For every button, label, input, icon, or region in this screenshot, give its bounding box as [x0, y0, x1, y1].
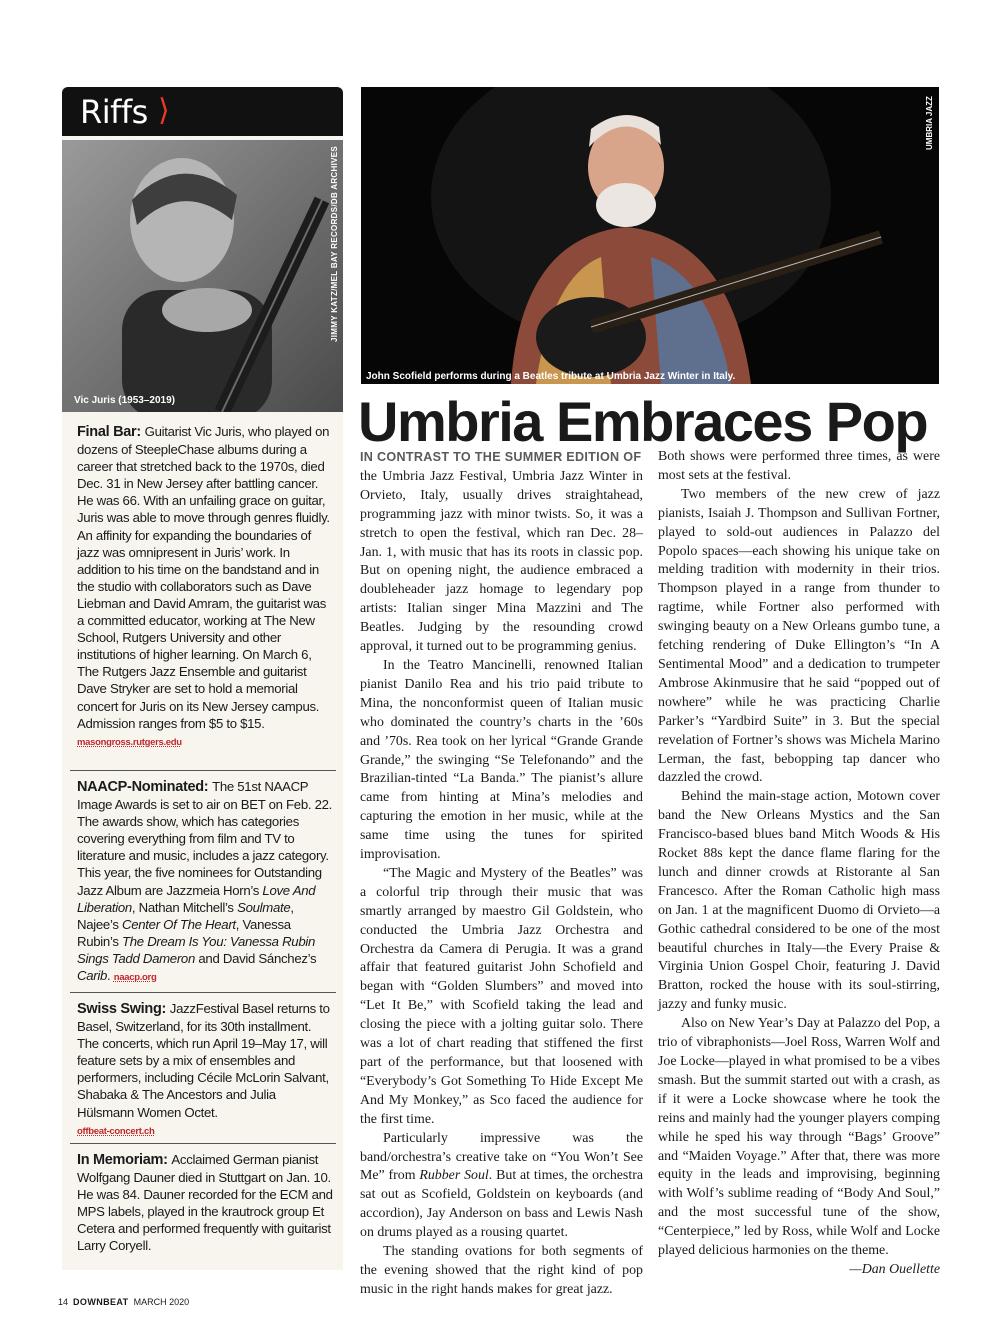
article-column-1: [360, 448, 643, 1300]
section-header: [62, 87, 343, 136]
item-label: In Memoriam:: [77, 1152, 172, 1168]
text-run: JazzFestival Basel returns to Basel, Switzerland, for its 30th installment. The concerts, which run April 19–May 17, will feature sets by a mix of ensembles and performers, including Cécile McLorin Salvant, Shabaka & The Ancestors and Julia Hülsmann Women Octet.: [77, 1001, 330, 1120]
text-run: Behind the main-stage action, Motown cover band the New Orleans Mystics and the San Francisco-based blues band Mitch Woods & His Rocket 88s kept the dance flame flaring for the lunch and dinner crowds at Ristorante al San Francesco. After the Roman Catholic high mass on Jan. 1 at the magnificent Duomo di Orvieto—a Gothic cathedral considered to be one of the most beautiful churches in Italy—the Every Praise & Virginia Union Gospel Choir, featuring J. David Bratton, rocked the house with its soul-stirring, jazzy and funky music.: [658, 789, 940, 1013]
title-italic: Rubber Soul: [419, 1168, 489, 1184]
article-lead: IN CONTRAST TO THE SUMMER EDITION OF: [360, 450, 642, 464]
text-run: “The Magic and Mystery of the Beatles” was a colorful trip through their music that was smartly arranged by maestro Gil Goldstein, who conducted the Umbria Jazz Orchestra and Orchestra da Camera di Perugia. It was a grand affair that featured guitarist John Schofield and began with “Golden Slumbers” and moved into “Let It Be,” with Scofield taking the lead and closing the piece with a jolting guitar solo. There was a lot of chart reading that stiffened the first part of the performance, but that loosened with “Everybody’s Got Something To Hide Except Me And My Monkey,” as Sco faced the audience for the first time.: [360, 865, 643, 1127]
text-run: The standing ovations for both segments of the evening showed that the right kind of pop music in the right hands makes for great jazz.: [360, 1244, 643, 1297]
text-run: In the Teatro Mancinelli, renowned Italian pianist Danilo Rea and his trio paid tribute to Mina, the nonconformist queen of Italian music who dominated the country’s charts in the ’60s and ’70s. Rea took on her lyrical “Grande Grande Grande,” the swinging “Se Telefonando” and the Brazilian-tinted “La Banda.” The pianist’s allure came from hinting at Mina’s melodies and capturing the emotion in her music, while at the same time using the tunes for spirited improvisation.: [360, 657, 643, 863]
chevron-right-icon: ⟩: [158, 93, 170, 128]
divider: [70, 770, 336, 771]
article-paragraph: [658, 788, 940, 1015]
text-run: , Vanessa Rubin’s: [77, 916, 291, 949]
article-paragraph: [360, 865, 643, 1130]
john-scofield-photo: [361, 87, 939, 384]
sidebar-item-naacp: [77, 778, 335, 986]
divider: [70, 992, 336, 993]
page-number: 14: [58, 1297, 69, 1307]
title-italic: Center Of The Heart: [122, 916, 236, 932]
article-headline: Umbria Embraces Pop: [358, 390, 928, 453]
article-paragraph: [360, 1243, 643, 1300]
title-italic: Love And Liberation: [77, 882, 316, 915]
item-link[interactable]: naacp.org: [113, 972, 157, 984]
text-run: , Najee’s: [77, 899, 294, 932]
divider: [70, 1143, 336, 1144]
text-run: Two members of the new crew of jazz pianists, Isaiah J. Thompson and Sullivan Fortner, played to sold-out audiences in Palazzo del Popolo spaces—each showing his unique take on melding tradition with modernity in their trios. Thompson played in a range from thunder to ragtime, while Fortner also performed with swinging beauty on a New Orleans gumbo tune, a fetching rendering of Duke Ellington’s “In A Sentimental Mood” and a dedication to trumpeter Ambrose Akinmusire that he said “popped out of nowhere” while he was practicing Charlie Parker’s “Yardbird Suite” in 3. But the special revelation of Fortner’s shows was Michela Marino Lerman, the fast, bebopping tap dancer who dazzled the crowd.: [658, 486, 940, 786]
photo-caption-left: Vic Juris (1953–2019): [74, 395, 176, 406]
issue-date: MARCH 2020: [133, 1297, 190, 1307]
article-paragraph: [360, 448, 643, 657]
article-paragraph: [658, 448, 940, 486]
photo-caption-right: John Scofield performs during a Beatles tribute at Umbria Jazz Winter in Italy.: [366, 371, 736, 382]
text-run: The 51st NAACP Image Awards is set to air on BET on Feb. 22. The awards show, which has categories covering everything from film and TV to literature and music, includes a jazz category. This year, the five nominees for Outstanding Jazz Album are Jazzmeia Horn’s: [77, 779, 333, 898]
sidebar-item-in-memoriam: [77, 1151, 335, 1255]
vic-juris-photo: [62, 140, 343, 412]
text-run: Both shows were performed three times, as were most sets at the festival.: [658, 449, 940, 483]
item-label: Swiss Swing:: [77, 1001, 170, 1017]
section-title: Riffs: [80, 93, 148, 131]
sidebar-item-final-bar: [77, 423, 335, 751]
article-paragraph: [360, 1130, 643, 1243]
item-link[interactable]: offbeat-concert.ch: [77, 1125, 155, 1137]
text-run: Particularly impressive was the band/orchestra’s creative take on “You Won’t See Me” from: [360, 1130, 643, 1184]
text-run: and David Sánchez’s: [195, 950, 317, 966]
photo-credit-right: UMBRIA JAZZ: [925, 96, 934, 150]
text-run: , Nathan Mitchell’s: [131, 899, 238, 915]
author-signature: —Dan Ouellette: [849, 1261, 940, 1277]
text-run: Also on New Year’s Day at Palazzo del Pop, a trio of vibraphonists—Joel Ross, Warren Wolf and Joe Locke—played in what promised to be a vibes smash. But the summit started out with a crash, as if it were a Locke showcase where he took the reins and mainly had the younger players comping while he sped his way through “Bags’ Groove” and “Maiden Voyage.” After that, there was more equity in the leads and improvising, beginning with Wolf’s sublime reading of “Body And Soul,” and the most successful tune of the show, “Centerpiece,” led by Ross, while Wolf and Locke played delicious harmonies on the theme.: [658, 1016, 940, 1259]
title-italic: Carib: [77, 968, 108, 984]
article-paragraph: [360, 657, 643, 865]
text-run: .: [107, 968, 114, 984]
item-label: NAACP-Nominated:: [77, 779, 213, 795]
title-italic: Soulmate: [237, 899, 291, 915]
item-link[interactable]: masongross.rutgers.edu: [77, 736, 182, 748]
sidebar-item-swiss-swing: [77, 1000, 335, 1140]
text-run: Guitarist Vic Juris, who played on dozens of SteepleChase albums during a career that stretched back to the 1970s, died Dec. 31 in New Jersey after battling cancer. He was 66. With an unfailing grace on guitar, Juris was able to move through genres fluidly. An affinity for expanding the boundaries of jazz was omnipresent in Juris’ work. In addition to his time on the bandstand and in the studio with collaborators such as Dave Liebman and David Amram, the guitarist was a committed educator, working at The New School, Rutgers University and other institutions of higher learning. On March 6, The Rutgers Jazz Ensemble and guitarist Dave Stryker are set to hold a memorial concert for Juris on its New Jersey campus. Admission ranges from $5 to $15.: [77, 424, 330, 731]
article-column-2: [658, 448, 940, 1280]
item-label: Final Bar:: [77, 424, 145, 440]
article-paragraph: [658, 1015, 940, 1261]
text-run: Acclaimed German pianist Wolfgang Dauner died in Stuttgart on Jan. 10. He was 84. Dauner recorded for the ECM and MPS labels, played in the krautrock group Et Cetera and performed frequently with guitarist Larry Coryell.: [77, 1152, 333, 1254]
photo-credit-left: JIMMY KATZ/MEL BAY RECORDS/DB ARCHIVES: [330, 145, 339, 342]
text-run: the Umbria Jazz Festival, Umbria Jazz Winter in Orvieto, Italy, usually drives straightahead, programming jazz with minor twists. So, it was a stretch to open the festival, which ran Dec. 28–Jan. 1, with music that has its roots in classic pop. But on opening night, the audience embraced a doubleheader jazz homage to legendary pop artists: Italian singer Mina Mazzini and The Beatles. Judging by the resounding crowd approval, it turned out to be programming genius.: [360, 468, 643, 655]
magazine-name: DOWNBEAT: [73, 1297, 129, 1307]
article-paragraph: [658, 486, 940, 789]
page-footer: [58, 1297, 189, 1307]
text-run: . But at times, the orchestra sat out as Scofield, Goldstein on keyboards (and accordion), Jay Anderson on bass and Lewis Nash on drums played as a rousing quartet.: [360, 1168, 643, 1241]
title-italic: The Dream Is You: Vanessa Rubin Sings Tadd Dameron: [77, 933, 316, 966]
